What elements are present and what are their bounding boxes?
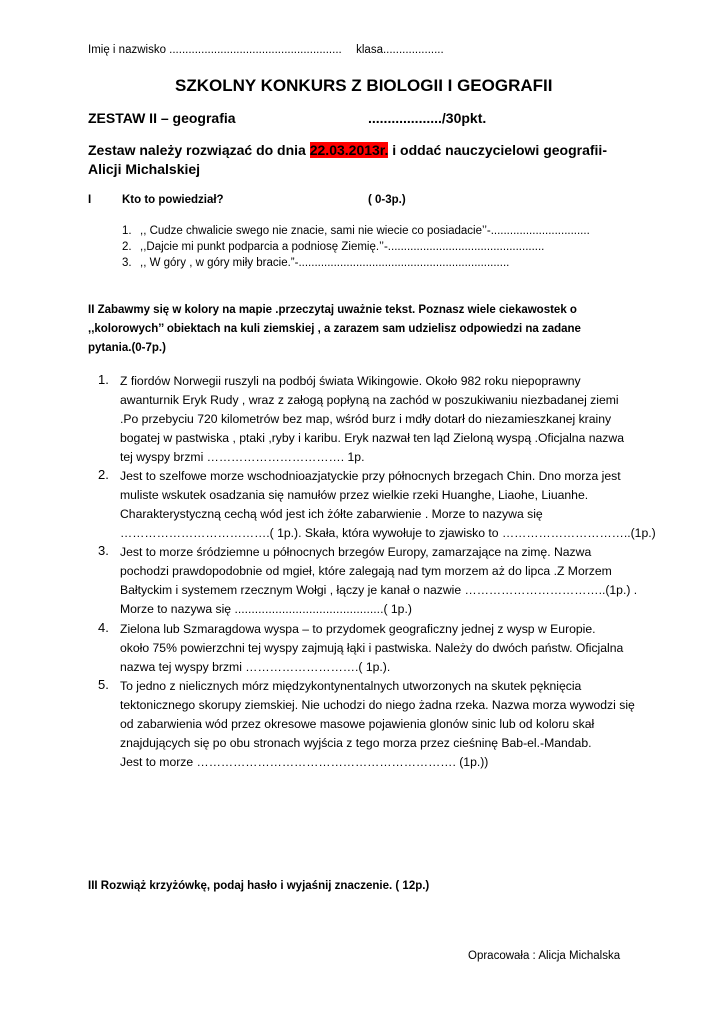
list-item-2 — [120, 467, 656, 543]
item-number: 2. — [98, 467, 109, 482]
section1-points: ( 0-3p.) — [368, 194, 406, 206]
item-number: 3. — [98, 543, 109, 558]
item-text: ,,Dajcie mi punkt podparcia a podniosę Ziemię.’’-................................................. — [140, 241, 545, 253]
item-line: nazwa tej wyspy brzmi ……………………….( 1p.). — [120, 660, 391, 674]
section3-heading: III Rozwiąż krzyżówkę, podaj hasło i wyjaśnij znaczenie. ( 12p.) — [88, 880, 430, 892]
section1-title: Kto to powiedział? — [122, 194, 224, 206]
section1-roman: I — [88, 194, 92, 206]
list-item — [122, 241, 545, 253]
item-line: Jest to morze ………………………………………………………. (1p.)) — [120, 755, 489, 769]
list-item-4 — [120, 620, 623, 677]
list-item-1 — [120, 372, 624, 467]
item-line: Morze to nazywa się ............................................( 1p.) — [120, 602, 412, 616]
list-item — [122, 225, 590, 237]
item-line: tektonicznego skorupy ziemskiej. Nie uchodzi do niego żadna rzeka. Nazwa morza wywodzi się — [120, 698, 635, 712]
section2-heading-line1: II Zabawmy się w kolory na mapie .przeczytaj uważnie tekst. Poznasz wiele ciekawostek o — [88, 304, 577, 316]
item-number: 4. — [98, 620, 109, 635]
item-number: 2. — [122, 241, 132, 253]
item-line: około 75% powierzchni tej wyspy zajmują łąki i pastwiska. Należy do dwóch państw. Oficjalna — [120, 641, 624, 655]
set-label: ZESTAW II – geografia — [88, 110, 236, 126]
set-points: .................../30pkt. — [368, 110, 487, 126]
item-text: ,, Cudze chwalicie swego nie znacie, sami nie wiecie co posiadacie’’-............................... — [140, 225, 590, 237]
item-line: ……………………………….( 1p.). Skała, która wywołuje to zjawisko to …………………………..(1p.) — [120, 526, 656, 540]
item-text: ,, W góry , w góry miły bracie.”-.................................................................. — [140, 257, 510, 269]
item-line: tej wyspy brzmi ……………………………. 1p. — [120, 450, 365, 464]
item-number: 1. — [98, 372, 109, 387]
item-number: 5. — [98, 677, 109, 692]
list-item-3 — [120, 543, 637, 619]
section2-heading-line3: pytania.(0-7p.) — [88, 342, 166, 354]
deadline-date: 22.03.2013r. — [309, 142, 389, 158]
instruction-after: i oddać nauczycielowi geografii- — [388, 142, 607, 158]
instruction-line2: Alicji Michalskiej — [88, 161, 201, 177]
item-line: muliste wskutek osadzania się namułów przez wielkie rzeki Huanghe, Liaohe, Liuanhe. — [120, 488, 589, 502]
item-line: Bałtyckim i systemem rzecznym Wołgi , łączy je kanał o nazwie ……………………………..(1p.) . — [120, 583, 638, 597]
section2-heading-line2: ,,kolorowych’’ obiektach na kuli ziemskiej , a zarazem sam udzielisz odpowiedzi na zadane — [88, 323, 581, 335]
name-field-line — [88, 44, 444, 56]
name-label: Imię i nazwisko — [88, 44, 166, 56]
item-line: Jest to szelfowe morze wschodnioazjatyckie przy północnych brzegach Chin. Dno morza jest — [120, 469, 621, 483]
item-line: znajdujących się po obu stronach wyjścia z tego morza przez cieśninę Bab-el.-Mandab. — [120, 736, 592, 750]
item-line: Zielona lub Szmaragdowa wyspa – to przydomek geograficzny jednej z wysp w Europie. — [120, 622, 596, 636]
item-line: .Po przebyciu 720 kilometrów bez map, wśród burz i mdły dotarł do niezamieszkanej krainy — [120, 412, 612, 426]
instruction-before: Zestaw należy rozwiązać do dnia — [88, 142, 310, 158]
list-item-5 — [120, 677, 635, 772]
item-line: Z fiordów Norwegii ruszyli na podbój świata Wikingowie. Około 982 roku niepoprawny — [120, 374, 581, 388]
item-line: bogatej w pastwiska , ptaki ,ryby i karibu. Eryk nazwał ten ląd Zieloną wyspą .Oficjalna nazwa — [120, 431, 624, 445]
item-line: To jedno z nielicznych mórz międzykontynentalnych utworzonych na skutek pęknięcia — [120, 679, 582, 693]
footer-author: Opracowała : Alicja Michalska — [468, 950, 621, 962]
list-item — [122, 257, 510, 269]
item-line: awanturnik Eryk Rudy , wraz z załogą popłyną na zachód w poszukiwaniu niezbadanej ziemi — [120, 393, 619, 407]
item-number: 1. — [122, 225, 132, 237]
name-dots: ...................................................... — [169, 44, 342, 56]
page-title: SZKOLNY KONKURS Z BIOLOGII I GEOGRAFII — [175, 76, 553, 95]
item-line: Jest to morze śródziemne u północnych brzegów Europy, zamarzające na zimę. Nazwa — [120, 545, 592, 559]
class-label: klasa................... — [356, 44, 444, 56]
item-line: Charakterystyczną cechą wód jest ich żółte zabarwienie . Morze to nazywa się — [120, 507, 543, 521]
item-line: od zabarwienia wód przez okresowe masowe pojawienia glonów sinic lub od koloru skał — [120, 717, 595, 731]
instruction-line1 — [88, 142, 607, 158]
item-number: 3. — [122, 257, 132, 269]
item-line: pochodzi prawdopodobnie od mgieł, które zalegają nad tym morzem aż do lipca .Z Morzem — [120, 564, 612, 578]
